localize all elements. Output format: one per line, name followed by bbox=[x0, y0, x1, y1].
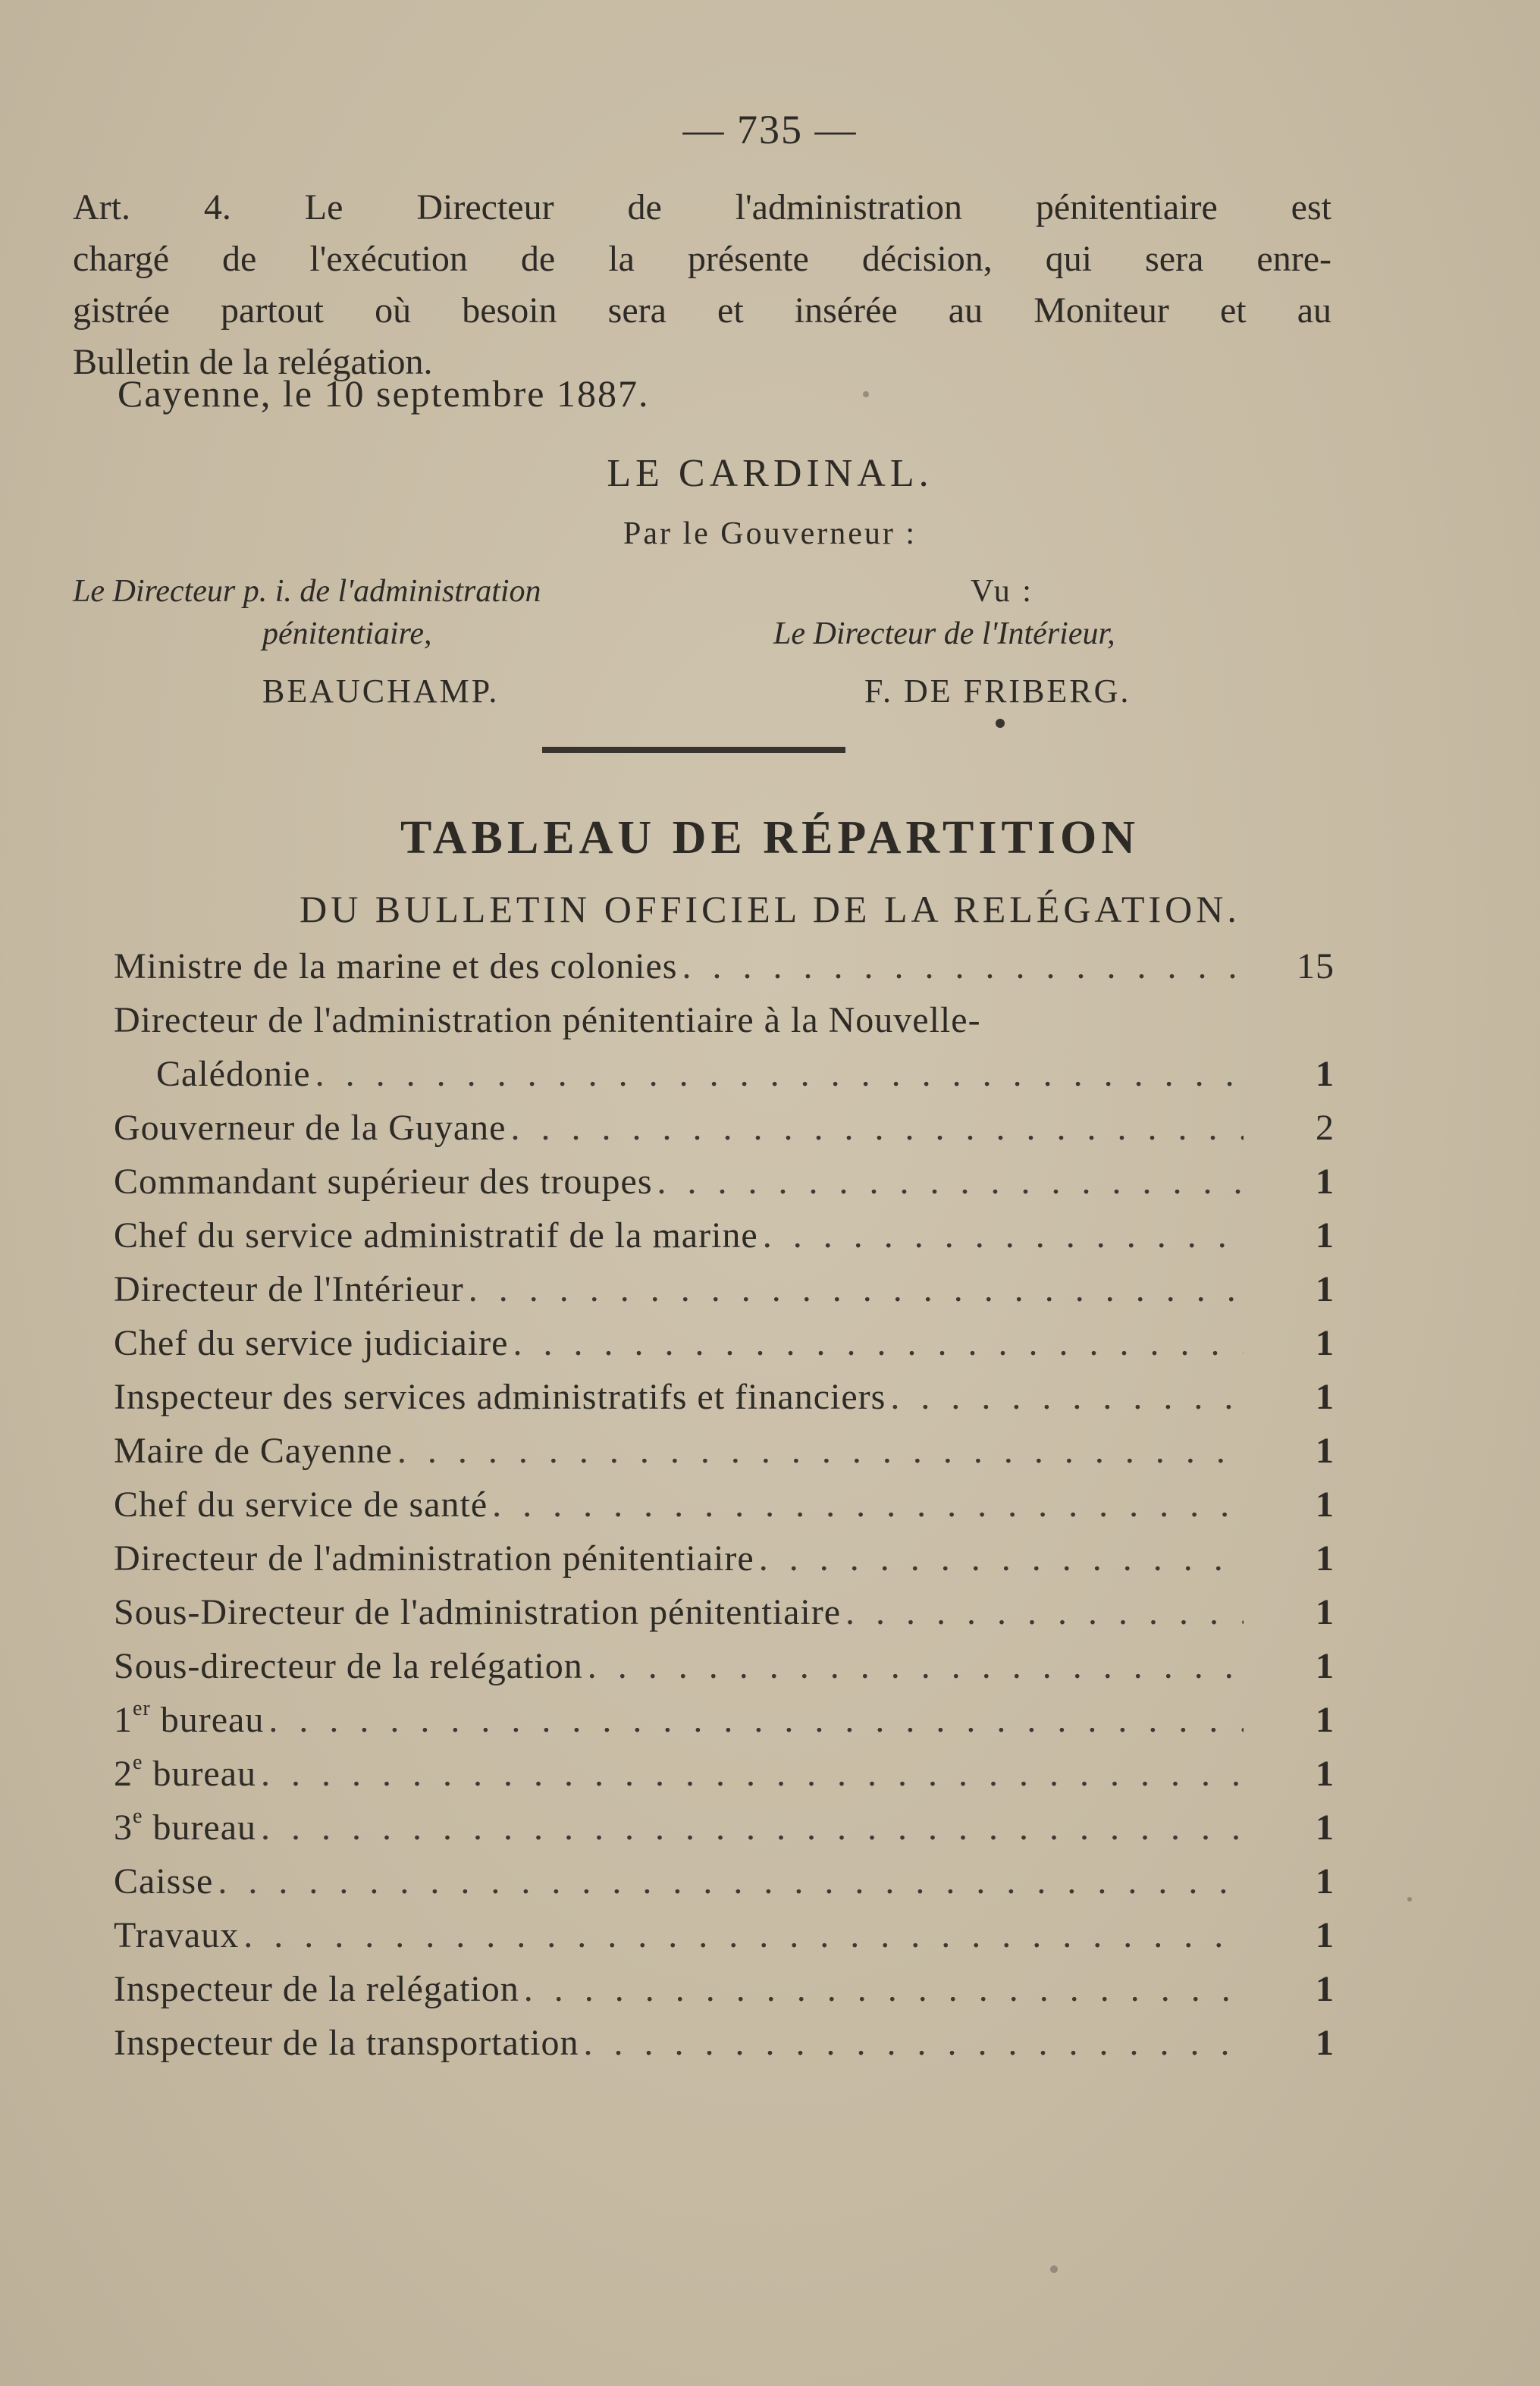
list-item-count: 1 bbox=[1316, 1323, 1335, 1363]
dateline: Cayenne, le 10 septembre 1887. bbox=[118, 372, 650, 415]
list-item-count: 1 bbox=[1316, 2023, 1335, 2063]
page-number: — 735 — bbox=[682, 107, 858, 152]
article-paragraph bbox=[73, 182, 1331, 388]
list-item-count: 1 bbox=[1316, 1162, 1335, 1202]
list-item-label bbox=[114, 1753, 261, 1795]
list-item-count: 15 bbox=[1297, 946, 1335, 986]
par-le-gouverneur: Par le Gouverneur : bbox=[623, 516, 917, 551]
list-item-count: 1 bbox=[1316, 1377, 1335, 1417]
dot-leader bbox=[890, 1376, 1244, 1418]
dot-leader bbox=[261, 1807, 1244, 1848]
list-item-count: 1 bbox=[1316, 1969, 1335, 2009]
list-item-label: Directeur de l'administration pénitentiaire bbox=[114, 1538, 754, 1579]
dot-leader bbox=[513, 1322, 1244, 1364]
list-item bbox=[114, 1161, 1335, 1215]
list-item-label bbox=[114, 1699, 268, 1741]
list-item-label: Travaux bbox=[114, 1915, 240, 1955]
ordinal-suffix: er bbox=[133, 1697, 151, 1720]
list-item bbox=[114, 1804, 1335, 1861]
signatory: LE CARDINAL. bbox=[607, 452, 933, 495]
bureau-number: 1 bbox=[114, 1700, 133, 1740]
list-item-label: Inspecteur des services administratifs et financiers bbox=[114, 1377, 886, 1417]
article-line: gistrée partout où besoin sera et insérée au Moniteur et au bbox=[73, 290, 1331, 331]
bureau-number: 3 bbox=[114, 1808, 133, 1848]
ordinal-suffix: e bbox=[133, 1804, 143, 1828]
dot-leader bbox=[510, 1107, 1244, 1149]
dot-leader bbox=[583, 2022, 1244, 2064]
list-item bbox=[114, 1215, 1335, 1268]
list-item bbox=[114, 1484, 1335, 1538]
list-item bbox=[114, 1430, 1335, 1484]
table-subtitle: DU BULLETIN OFFICIEL DE LA RELÉGATION. bbox=[300, 888, 1240, 930]
list-item-count: 1 bbox=[1316, 1054, 1335, 1094]
bureau-word: bureau bbox=[143, 1808, 257, 1848]
dot-leader bbox=[469, 1268, 1244, 1310]
right-signature bbox=[773, 570, 1456, 713]
list-item-label bbox=[114, 1804, 261, 1848]
list-item-label: Inspecteur de la relégation bbox=[114, 1969, 519, 2009]
distribution-list bbox=[114, 945, 1335, 2076]
list-item-label: Maire de Cayenne bbox=[114, 1431, 393, 1471]
dot-leader bbox=[492, 1484, 1244, 1525]
dot-leader bbox=[763, 1215, 1244, 1256]
list-item bbox=[114, 1538, 1335, 1591]
list-item-label: Gouverneur de la Guyane bbox=[114, 1108, 507, 1148]
list-item-count: 1 bbox=[1316, 1215, 1335, 1256]
dot-leader bbox=[218, 1861, 1244, 1902]
dot-leader bbox=[657, 1161, 1244, 1202]
dot-leader bbox=[315, 1053, 1244, 1095]
list-item bbox=[114, 1322, 1335, 1376]
list-item-label: Sous-Directeur de l'administration pénitentiaire bbox=[114, 1592, 842, 1632]
list-item bbox=[114, 1053, 1335, 1107]
list-item-count: 1 bbox=[1316, 1754, 1335, 1794]
dot-leader bbox=[397, 1430, 1244, 1472]
list-item bbox=[114, 1591, 1335, 1645]
dot-leader bbox=[759, 1538, 1244, 1579]
list-item bbox=[114, 945, 1335, 999]
dot-leader bbox=[682, 945, 1244, 987]
list-item bbox=[114, 1268, 1335, 1322]
left-signature-title: Le Directeur p. i. de l'administration bbox=[73, 574, 541, 609]
list-item-count: 1 bbox=[1316, 1485, 1335, 1525]
list-item bbox=[114, 1645, 1335, 1699]
list-item-label: Chef du service judiciaire bbox=[114, 1323, 509, 1363]
list-item-count: 2 bbox=[1316, 1108, 1335, 1148]
article-line: chargé de l'exécution de la présente décision, qui sera enre- bbox=[73, 239, 1331, 279]
article-line: Bulletin de la relégation. bbox=[73, 342, 433, 382]
separator-rule bbox=[542, 747, 845, 753]
list-item-label: Commandant supérieur des troupes bbox=[114, 1162, 653, 1202]
list-item-count: 1 bbox=[1316, 1538, 1335, 1579]
list-item-label: Caisse bbox=[114, 1861, 214, 1902]
dot-leader bbox=[261, 1753, 1244, 1795]
dot-leader bbox=[588, 1645, 1244, 1687]
list-item bbox=[114, 1968, 1335, 2022]
list-item-label: Directeur de l'Intérieur bbox=[114, 1269, 464, 1309]
list-item-count: 1 bbox=[1316, 1592, 1335, 1632]
list-item-count: 1 bbox=[1316, 1269, 1335, 1309]
ordinal-suffix: e bbox=[133, 1751, 143, 1774]
paper-speck bbox=[863, 391, 869, 397]
dot-leader bbox=[268, 1699, 1244, 1741]
paper-speck bbox=[1050, 2265, 1058, 2273]
right-signature-name: F. DE FRIBERG. bbox=[864, 673, 1131, 710]
list-item-count: 1 bbox=[1316, 1646, 1335, 1686]
bureau-word: bureau bbox=[143, 1754, 257, 1794]
list-item bbox=[114, 1753, 1335, 1807]
list-item-label: Sous-directeur de la relégation bbox=[114, 1646, 583, 1686]
list-item-count: 1 bbox=[1316, 1915, 1335, 1955]
bureau-number: 2 bbox=[114, 1754, 133, 1794]
list-item-label-first-line: Directeur de l'administration pénitentiaire à la Nouvelle- bbox=[114, 1000, 981, 1040]
left-signature-title-cont: pénitentiaire, bbox=[262, 616, 432, 651]
list-item bbox=[114, 1107, 1335, 1161]
left-signature-name: BEAUCHAMP. bbox=[262, 673, 500, 710]
paper-speck bbox=[1407, 1897, 1412, 1902]
dot-leader bbox=[524, 1968, 1244, 2010]
table-title: TABLEAU DE RÉPARTITION bbox=[400, 812, 1140, 864]
article-line: Art. 4. Le Directeur de l'administration pénitentiaire est bbox=[73, 187, 1331, 227]
list-item-label: Chef du service administratif de la marine bbox=[114, 1215, 758, 1256]
list-item-count: 1 bbox=[1316, 1431, 1335, 1471]
right-signature-vu: Vu : bbox=[971, 574, 1033, 609]
dot-leader bbox=[243, 1914, 1244, 1956]
list-item-label: Ministre de la marine et des colonies bbox=[114, 946, 678, 986]
list-item-label: Inspecteur de la transportation bbox=[114, 2023, 579, 2063]
list-item bbox=[114, 1914, 1335, 1968]
list-item bbox=[114, 1699, 1335, 1753]
list-item bbox=[114, 1376, 1335, 1430]
dot-leader bbox=[845, 1591, 1244, 1633]
right-signature-title: Le Directeur de l'Intérieur, bbox=[773, 616, 1115, 651]
list-item bbox=[114, 1861, 1335, 1914]
ink-dot bbox=[996, 719, 1005, 728]
list-item-label: Chef du service de santé bbox=[114, 1485, 488, 1525]
left-signature bbox=[73, 570, 755, 713]
list-item bbox=[114, 2022, 1335, 2076]
list-item-count: 1 bbox=[1316, 1861, 1335, 1902]
bureau-word: bureau bbox=[150, 1700, 265, 1740]
list-item-label: Calédonie bbox=[156, 1054, 311, 1094]
list-item-count: 1 bbox=[1316, 1808, 1335, 1848]
list-item-count: 1 bbox=[1316, 1700, 1335, 1740]
